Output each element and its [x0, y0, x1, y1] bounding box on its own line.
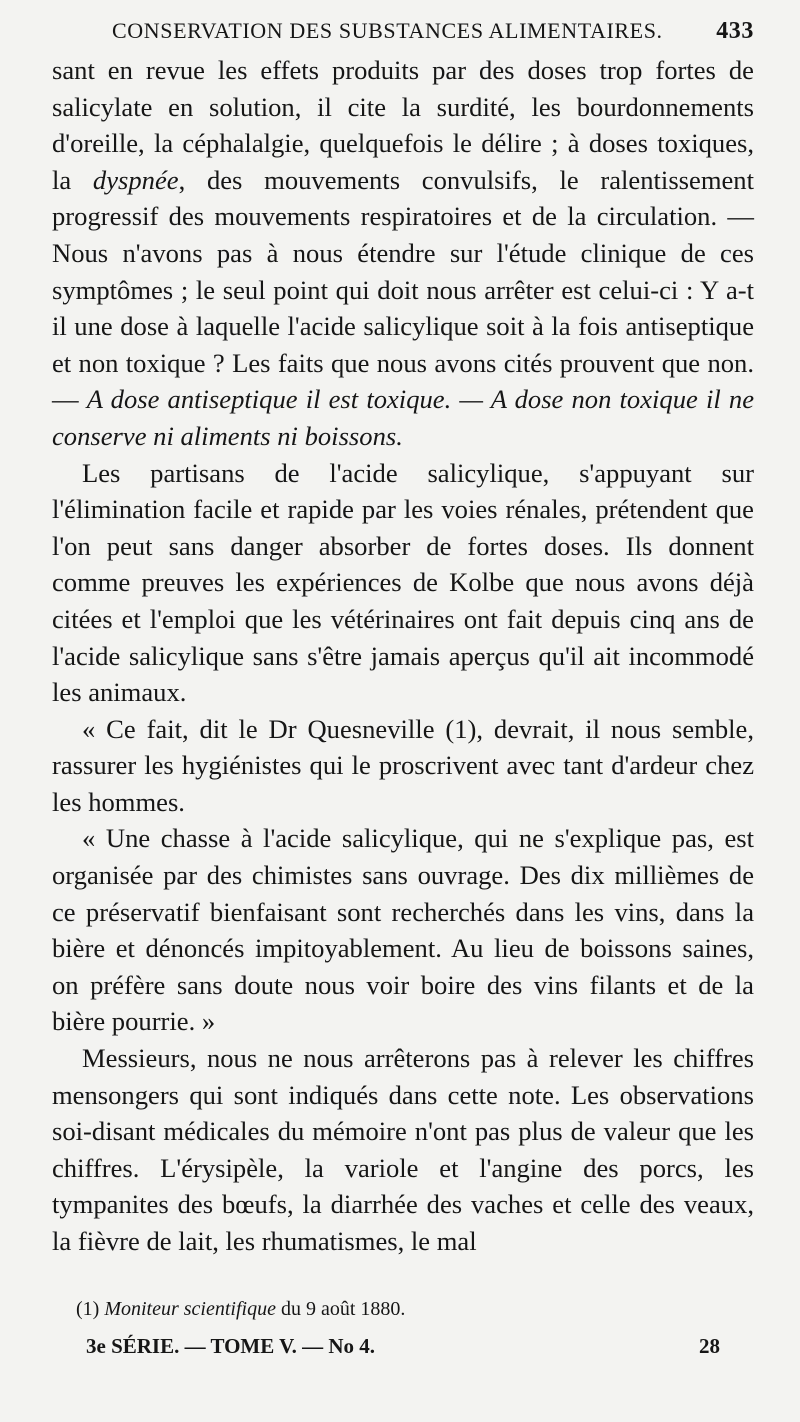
- series-volume-number: 3e SÉRIE. — TOME V. — No 4.: [86, 1334, 376, 1358]
- paragraph-4-quote: « Une chasse à l'acide salicylique, qui ne s'explique pas, est organisée par des chimistes sans ouvrage. Des dix millièmes de ce préservatif bienfaisant sont recherchés dans les vins, dans la bière et dénoncés impitoyablement. Au lieu de boissons saines, on préfère sans doute nous voir boire des vins filants et de la bière pourrie. »: [52, 823, 754, 1037]
- footnote-mark: (1): [76, 1298, 100, 1320]
- paragraph-1-part-a: sant en revue les effets produits par des doses trop fortes de salicylate en solution, il cite la surdité, les bourdonnements d'oreille, la céphalalgie, quelquefois le délire ; à doses toxiques, la: [52, 55, 754, 195]
- paragraph-2: Les partisans de l'acide salicylique, s'appuyant sur l'élimination facile et rapide par les voies rénales, prétendent que l'on peut sans danger absorber de fortes doses. Ils donnent comme preuves les expériences de Kolbe que nous avons déjà citées et l'emploi que les vétérinaires ont fait depuis cinq ans de l'acide salicylique sans s'être jamais aperçus qu'il ait incommodé les animaux.: [52, 457, 754, 708]
- footnote-source: Moniteur scientifique: [104, 1298, 276, 1320]
- printer-signature: [86, 1334, 720, 1359]
- paragraph-1-part-c: , des mouvements convulsifs, le ralentissement progressif des mouvements respiratoires et de la circulation. — Nous n'avons pas à nous étendre sur l'étude clinique de ces symptômes ; le seul point qui doit nous arrêter est celui-ci : Y a-t il une dose à laquelle l'acide salicylique soit à la fois antiseptique et non toxique ? Les faits que nous avons cités prouvent que non. —: [52, 164, 754, 415]
- page-number: 433: [716, 18, 754, 44]
- running-title: CONSERVATION DES SUBSTANCES ALIMENTAIRES.: [112, 18, 663, 43]
- paragraph-3-quote: « Ce fait, dit le Dr Quesneville (1), devrait, il nous semble, rassurer les hygiénistes qui le proscrivent avec tant d'ardeur chez les hommes.: [52, 713, 754, 817]
- running-header: [112, 18, 754, 52]
- paragraph-5: Messieurs, nous ne nous arrêterons pas à relever les chiffres mensongers qui sont indiqués dans cette note. Les observations soi-disant médicales du mémoire n'ont pas plus de valeur que les chiffres. L'érysipèle, la variole et l'angine des porcs, les tympanites des bœufs, la diarrhée des vaches et celle des veaux, la fièvre de lait, les rhumatismes, le mal: [52, 1043, 754, 1256]
- paragraph-1-italic-dyspnee: dyspnée: [92, 164, 179, 195]
- footnote-date: du 9 août 1880.: [280, 1298, 406, 1320]
- paragraph-1: [52, 52, 754, 455]
- body-text: [52, 52, 754, 1260]
- sheet-number: 28: [699, 1334, 720, 1358]
- footnote: [76, 1298, 405, 1321]
- paragraph-1-italic-conclusion: A dose antiseptique il est toxique. — A dose non toxique il ne conserve ni aliments ni boissons.: [52, 384, 754, 451]
